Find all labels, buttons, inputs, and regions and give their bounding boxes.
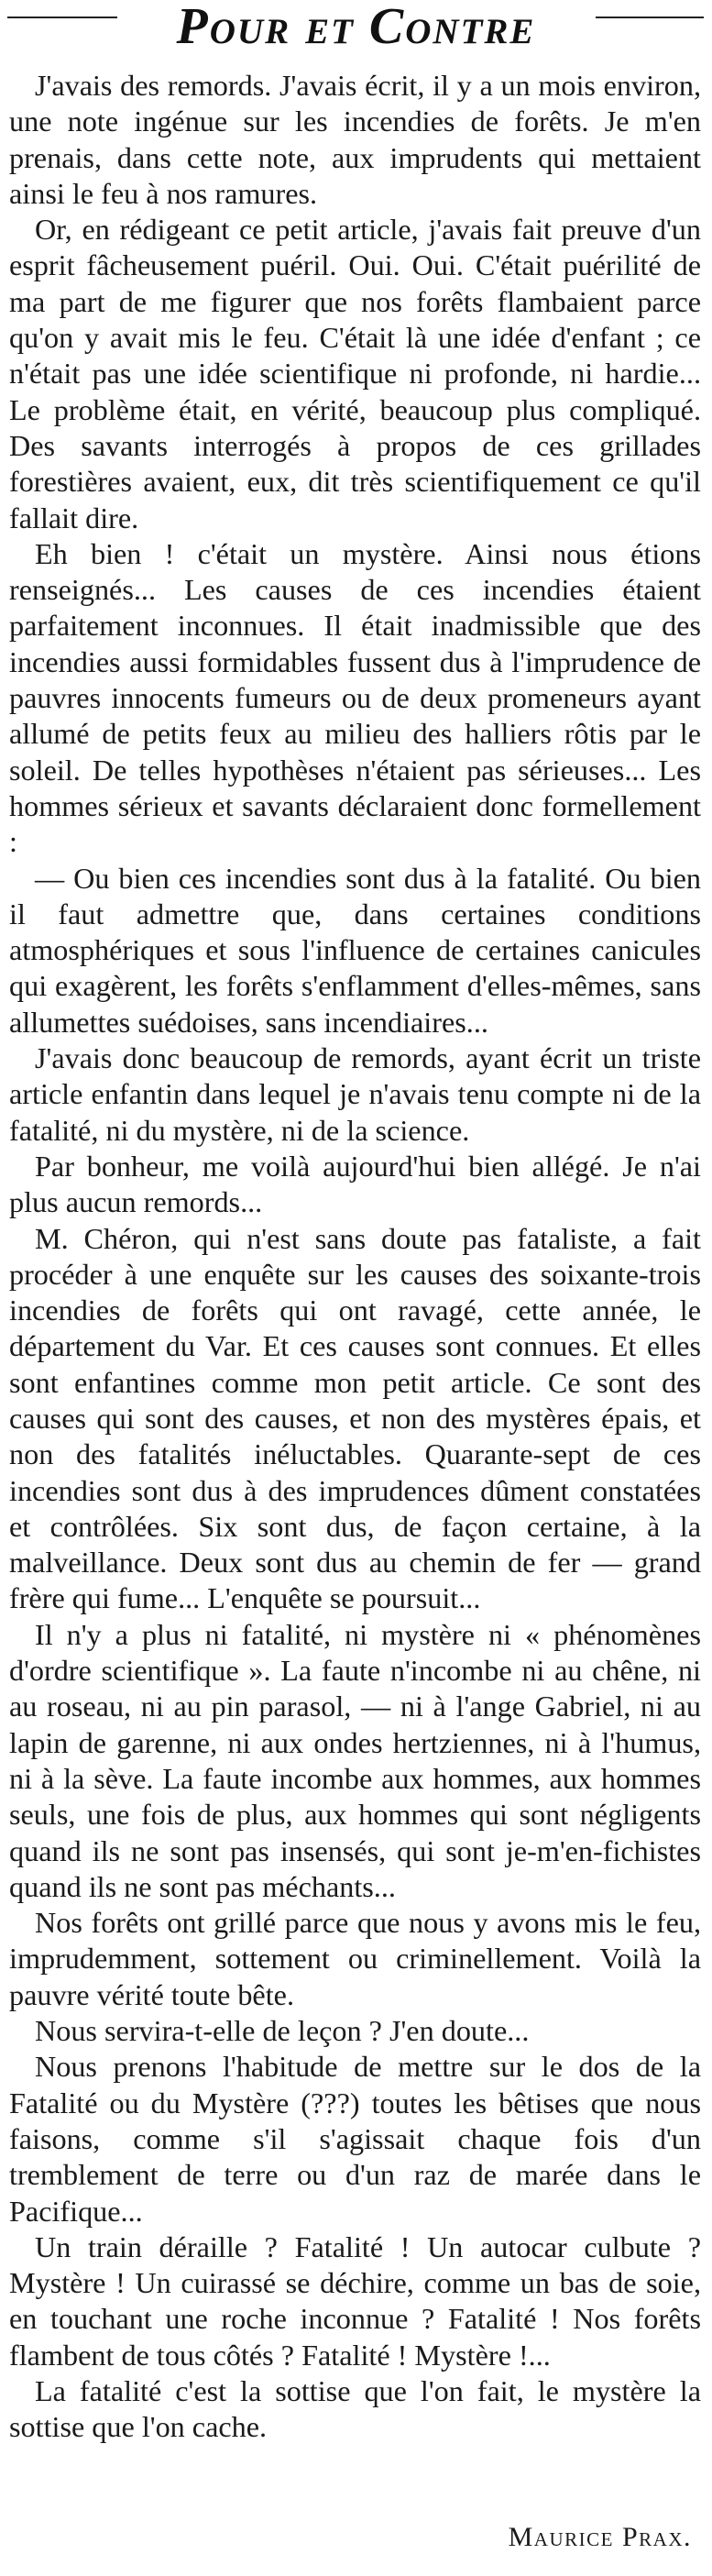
paragraph-12: Un train déraille ? Fatalité ! Un autocar culbute ? Mystère ! Un cuirassé se déchire, comme un bas de soie, en touchant une roche inconnue ? Fatalité ! Nos forêts flambent de tous côtés ? Fatalité ! Mystère !... xyxy=(9,2229,701,2372)
paragraph-7: M. Chéron, qui n'est sans doute pas fataliste, a fait procéder à une enquête sur les causes des soixante-trois incendies de forêts qui ont ravagé, cette année, le département du Var. Et ces causes sont connues. Et elles sont enfantines comme mon petit article. Ce sont des causes qui sont des causes, et non des mystères épais, et non des fatalités inéluctables. Quarante-sept de ces incendies sont dus à des imprudences dûment constatées et contrôlées. Six sont dus, de façon certaine, à la malveillance. Deux sont dus au chemin de fer — grand frère qui fume... L'enquête se poursuit... xyxy=(9,1221,701,1615)
author-signature: Maurice Prax. xyxy=(508,2522,692,2552)
article-title: Pour et Contre xyxy=(176,0,536,55)
paragraph-8: Il n'y a plus ni fatalité, ni mystère ni « phénomènes d'ordre scientifique ». La faute n'incombe ni au chêne, ni au roseau, ni au pin parasol, — ni à l'ange Gabriel, ni au lapin de garenne, ni aux ondes hertziennes, ni à l'humus, ni à la sève. La faute incombe aux hommes, aux hommes seuls, une fois de plus, aux hommes qui sont négligents quand ils ne sont pas insensés, qui sont je-m'en-fichistes quand ils ne sont pas méchants... xyxy=(9,1617,701,1903)
paragraph-11: Nous prenons l'habitude de mettre sur le dos de la Fatalité ou du Mystère (???) toutes les bêtises que nous faisons, comme s'il s'agissait chaque fois d'un tremblement de terre ou d'un raz de marée dans le Pacifique... xyxy=(9,2050,701,2228)
paragraph-3: Eh bien ! c'était un mystère. Ainsi nous étions renseignés... Les causes de ces incendies étaient parfaitement inconnues. Il était inadmissible que des incendies aussi formidables fussent dus à l'imprudence de pauvres innocents fumeurs ou de deux promeneurs ayant allumé de petits feux au milieu des halliers rôtis par le soleil. De telles hypothèses n'étaient pas sérieuses... Les hommes sérieux et savants déclaraient donc formellement : xyxy=(9,536,701,859)
paragraph-5: J'avais donc beaucoup de remords, ayant écrit un triste article enfantin dans lequel je n'avais tenu compte ni de la fatalité, ni du mystère, ni de la science. xyxy=(9,1041,701,1147)
paragraph-2: Or, en rédigeant ce petit article, j'avais fait preuve d'un esprit fâcheusement puéril. Oui. Oui. C'était puérilité de ma part de me figurer que nos forêts flambaient parce qu'on y avait mis le feu. C'était là une idée d'enfant ; ce n'était pas une idée scientifique ni profonde, ni hardie... Le problème était, en vérité, beaucoup plus compliqué. Des savants interrogés à propos de ces grillades forestières avaient, eux, dit très scientifiquement ce qu'il fallait dire. xyxy=(9,213,701,534)
paragraph-9: Nos forêts ont grillé parce que nous y avons mis le feu, imprudemment, sottement ou criminellement. Voilà la pauvre vérité toute bête. xyxy=(9,1906,701,2011)
paragraph-4: — Ou bien ces incendies sont dus à la fatalité. Ou bien il faut admettre que, dans certaines conditions atmosphériques et sous l'influence de certaines canicules qui exagèrent, les forêts s'enflamment d'elles-mêmes, sans allumettes suédoises, sans incendiaires... xyxy=(9,861,701,1039)
paragraph-13: La fatalité c'est la sottise que l'on fait, le mystère la sottise que l'on cache. xyxy=(9,2374,701,2444)
paragraph-10: Nous servira-t-elle de leçon ? J'en doute... xyxy=(35,2014,530,2048)
article-body xyxy=(9,68,701,2446)
paragraph-6: Par bonheur, me voilà aujourd'hui bien allégé. Je n'ai plus aucun remords... xyxy=(9,1149,701,1219)
paragraph-1: J'avais des remords. J'avais écrit, il y a un mois environ, une note ingénue sur les incendies de forêts. Je m'en prenais, dans cette note, aux imprudents qui mettaient ainsi le feu à nos ramures. xyxy=(9,69,701,210)
